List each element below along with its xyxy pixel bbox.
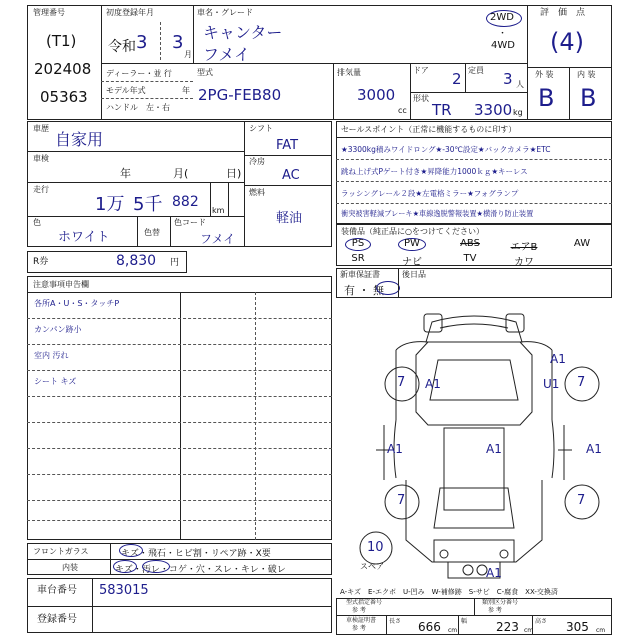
length-value: 666 (418, 620, 441, 634)
handle-label: ハンドル 左・右 (106, 103, 170, 112)
capacity-label: 定員 (468, 66, 484, 75)
sales-point-3: ラッシングレール２段★左電格ミラー★フォグランプ (341, 189, 519, 198)
front-glass-label: フロントガラス (33, 547, 89, 556)
warranty-none-circle (376, 281, 400, 295)
front-glass-scratch-circle (119, 544, 143, 557)
color: ホワイト (58, 230, 110, 245)
color-change-label: 色替 (144, 228, 160, 237)
equip-sr: SR (351, 253, 365, 264)
color-label: 色 (33, 218, 41, 227)
damage-mark-side-right: A1 (586, 442, 602, 456)
wheel-rr-mark: 7 (577, 493, 586, 508)
era-name: 令和 (108, 39, 136, 55)
interior-scratch-circle (113, 560, 137, 573)
drive-4wd: 4WD (491, 40, 515, 51)
damage-legend: A-キズ E-エクボ U-凹み W-補修跡 S-サビ C-腐食 XX-交換済 (340, 588, 558, 596)
r-ticket-unit: 円 (170, 258, 180, 268)
car-name: キャンター (203, 23, 283, 42)
mileage-unit: km (212, 206, 225, 215)
height-unit: cm (596, 627, 606, 634)
equip-leather: カワ (514, 257, 534, 268)
note-line-1: 各所A・U・S・タッチP (34, 299, 120, 308)
width-value: 223 (496, 620, 519, 634)
usage-label: 車歴 (33, 124, 49, 133)
model-designation-ref: 参 考 (352, 607, 366, 614)
overall-score: (4) (550, 28, 584, 56)
door-count: 2 (452, 70, 462, 88)
mileage-thousands: 5千 (133, 194, 163, 215)
warranty-value: 有 ・ 無 (344, 284, 384, 297)
inspection-month: 月( (173, 167, 189, 180)
weight: 3300 (474, 101, 513, 119)
fuel: 軽油 (276, 211, 303, 226)
displacement: 3000 (357, 86, 396, 104)
displacement-unit: cc (398, 106, 407, 115)
car-name-label: 車名・グレード (197, 8, 253, 17)
notes-header: 注意事項申告欄 (33, 280, 89, 289)
chassis-number: 583015 (99, 583, 149, 598)
length-unit: cm (448, 627, 458, 634)
damage-mark-cab-left: A1 (425, 377, 441, 391)
mgmt-lot: (T1) (46, 32, 77, 50)
equip-navi: ナビ (402, 257, 422, 268)
sales-point-2: 跳ね上げ式Pゲート付き★昇降能力1000ｋｇ★キーレス (341, 167, 528, 176)
equip-abs: ABS (460, 238, 480, 249)
weight-unit: kg (513, 108, 523, 117)
r-ticket-amount: 8,830 (116, 253, 157, 269)
damage-mark-front-right: A1 (550, 352, 566, 366)
r-ticket-label: R券 (33, 257, 49, 267)
color-code: フメイ (200, 232, 236, 246)
wheel-rl-mark: 7 (397, 493, 406, 508)
sales-point-1: ★3300kg積みワイドロング★-30℃設定★バックカメラ★ETC (341, 145, 551, 154)
interior-dirt-circle (142, 560, 170, 573)
interior-cond-text: キズ・汚レ・コゲ・穴・スレ・キレ・破レ (115, 565, 286, 575)
reg-month: 3 (172, 32, 184, 53)
dealer-label: ディーラー・並 行 (106, 69, 172, 78)
equipment-header: 装備品（純正品に○をつけてください） (341, 227, 484, 236)
height-value: 305 (566, 620, 589, 634)
equip-ps: PS (351, 238, 365, 249)
inspection-day: 日) (226, 167, 242, 180)
note-line-3: 室内 汚れ (34, 351, 69, 360)
cert-ref: 参 考 (352, 625, 366, 632)
damage-mark-rear: A1 (486, 566, 502, 580)
drive-dot: ・ (498, 29, 508, 39)
width-unit: cm (524, 627, 534, 634)
shape: TR (432, 101, 452, 119)
capacity: 3 (503, 70, 513, 88)
r-ticket-box (27, 251, 187, 273)
mileage-ten-thousands: 1万 (95, 194, 125, 215)
wheel-fr-mark: 7 (577, 375, 586, 390)
score-label: 評 価 点 (540, 8, 586, 18)
ac: AC (282, 168, 300, 183)
spare-mark: 10 (367, 540, 384, 555)
damage-mark-cab-right: U1 (543, 377, 560, 391)
shift: FAT (276, 138, 299, 153)
interior-grade: B (580, 84, 597, 112)
mileage-label: 走行 (33, 185, 49, 194)
car-grade: フメイ (203, 45, 251, 64)
interior-label: 内 装 (577, 70, 596, 79)
sales-point-4: 衝突被害軽減ブレーキ★車線逸脱警報装置★横滑り防止装置 (341, 209, 534, 218)
usage: 自家用 (55, 130, 104, 149)
front-glass-text: キズ・飛石・ヒビ割・リペア跡・X要 (121, 549, 271, 559)
chassis-label: 車台番号 (37, 585, 77, 596)
fuel-label: 燃料 (249, 188, 265, 197)
equip-airbag: エアB (510, 242, 538, 253)
category-label: 類別区分番号 (482, 599, 519, 606)
mgmt-date: 202408 (34, 60, 92, 78)
model-year-unit: 年 (182, 86, 190, 95)
type-label: 型式 (197, 68, 213, 77)
warranty-label: 新車保証書 (340, 270, 380, 279)
after-item-label: 後日品 (402, 270, 426, 279)
equip-pw: PW (404, 238, 420, 249)
first-reg-label: 初度登録年月 (106, 8, 154, 17)
length-label: 長さ (389, 618, 402, 625)
ac-label: 冷房 (249, 157, 265, 166)
note-line-4: シート キズ (34, 377, 77, 386)
sales-points-header: セールスポイント（正常に機能するものに印す） (341, 125, 517, 134)
note-line-2: カンパン跡小 (34, 325, 82, 334)
exterior-grade: B (538, 84, 555, 112)
spare-label: スペア (360, 562, 384, 571)
shift-label: シフト (249, 124, 273, 133)
era-year: 3 (136, 32, 148, 53)
height-label: 高さ (535, 618, 548, 625)
mgmt-serial: 05363 (40, 88, 88, 106)
displacement-label: 排気量 (337, 68, 361, 77)
color-code-label: 色コード (174, 218, 206, 227)
wheel-fl-mark: 7 (397, 375, 406, 390)
month-unit: 月 (184, 50, 192, 59)
equip-tv: TV (463, 253, 477, 264)
registration-label: 登録番号 (37, 614, 77, 625)
damage-mark-bed: A1 (486, 442, 502, 456)
width-label: 幅 (461, 618, 468, 625)
model-year-label: モデル年式 (106, 86, 146, 95)
mgmt-number-label: 管理番号 (33, 8, 65, 17)
inspection-label: 車検 (33, 154, 49, 163)
type-value: 2PG-FEB80 (198, 86, 282, 104)
exterior-label: 外 装 (535, 70, 554, 79)
mileage-remainder: 882 (172, 194, 199, 210)
model-designation-label: 型式指定番号 (346, 599, 383, 606)
capacity-unit: 人 (516, 80, 524, 89)
cert-label: 車検証明書 (346, 617, 377, 624)
drive-2wd: 2WD (490, 12, 514, 23)
equip-aw: AW (573, 238, 591, 249)
interior-cond-label: 内装 (62, 563, 78, 572)
door-label: ドア (413, 66, 429, 75)
shape-label: 形状 (413, 94, 429, 103)
category-ref: 参 考 (488, 607, 502, 614)
damage-mark-side-left: A1 (387, 442, 403, 456)
inspection-year: 年 (120, 167, 131, 180)
